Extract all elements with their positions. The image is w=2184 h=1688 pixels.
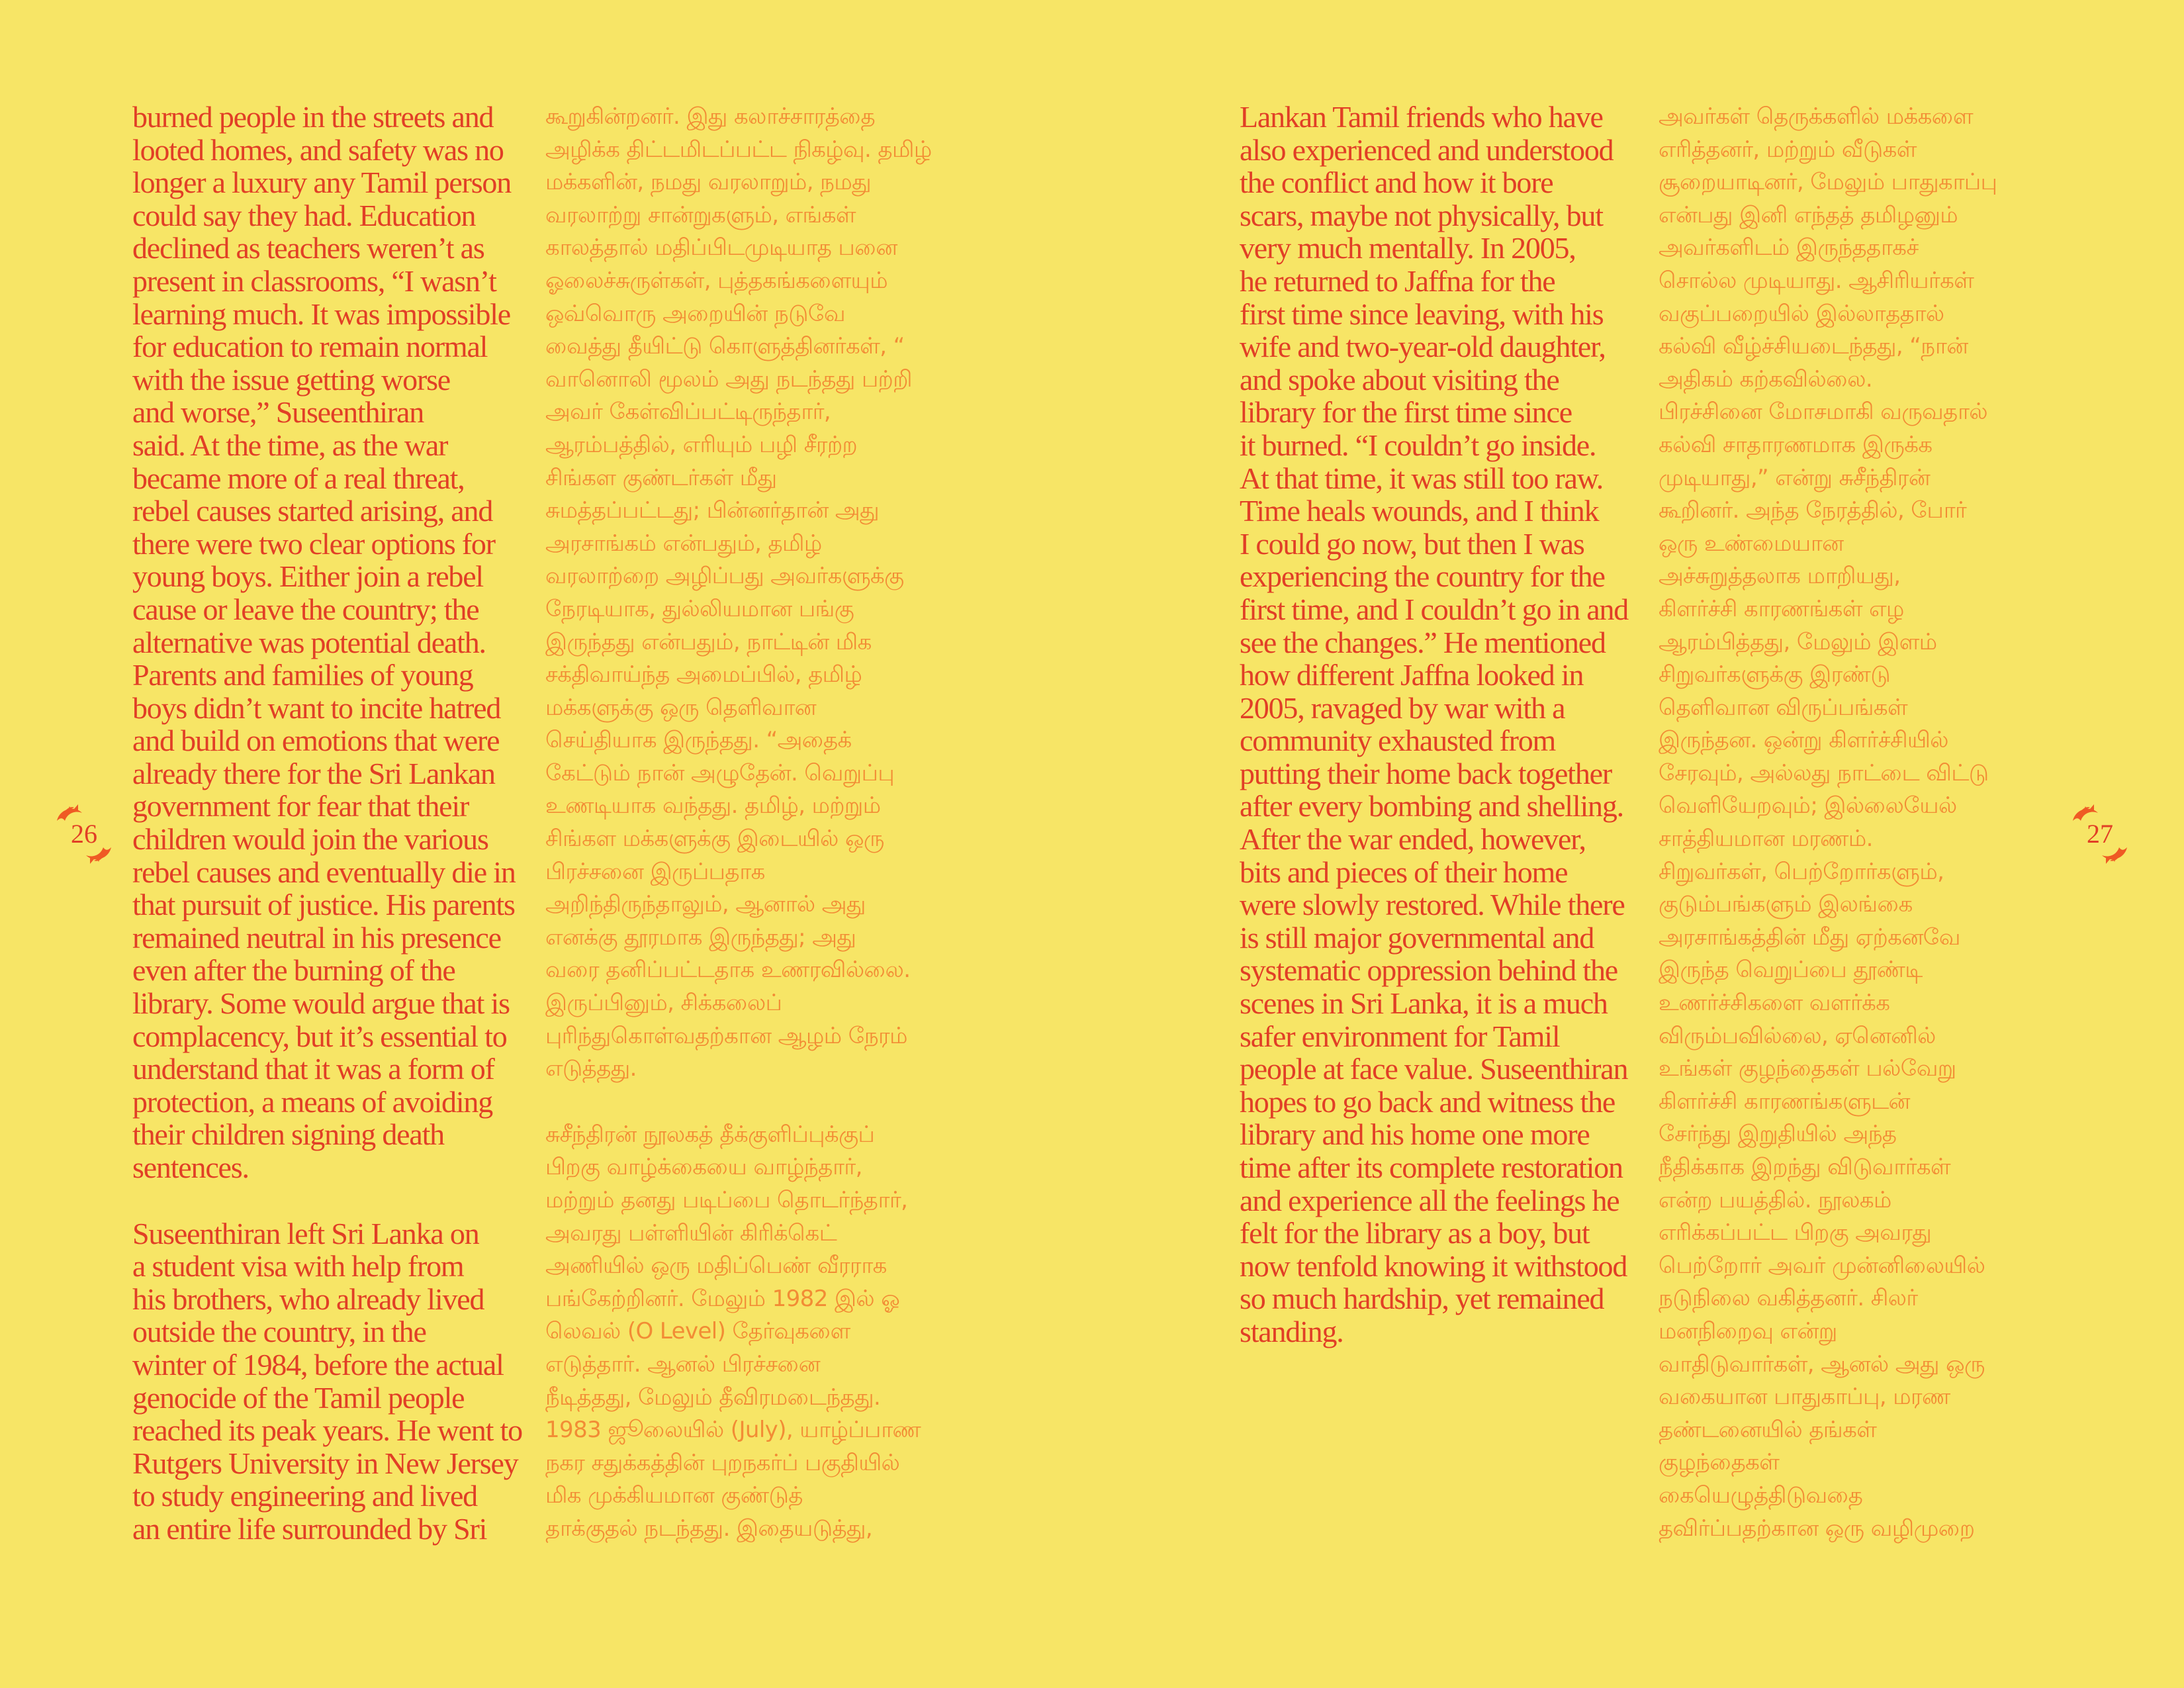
right-page-number (2064, 801, 2136, 867)
right-tamil-paragraph-1: அவர்கள் தெருக்களில் மக்களை எரித்தனர், மற்றும் வீடுகள் சூறையாடினர், மேலும் பாதுகாப்பு என்பது இனி எந்தத் தமிழனும் அவர்களிடம் இருந்ததாகச் சொல்ல முடியாது. ஆசிரியர்கள் வகுப்பறையில் இல்லாததால் கல்வி வீழ்ச்சியடைந்தது, “நான் அதிகம் கற்கவில்லை. பிரச்சினை மோசமாகி வருவதால் கல்வி சாதாரணமாக இருக்க முடியாது,” என்று சுசீந்திரன் கூறினர். அந்த நேரத்தில், போர் ஒரு உண்மையான அச்சுறுத்தலாக மாறியது, கிளர்ச்சி காரணங்கள் எழ ஆரம்பித்தது, மேலும் இளம் சிறுவர்களுக்கு இரண்டு தெளிவான விருப்பங்கள் இருந்தன. ஒன்று கிளர்ச்சியில் சேரவும், அல்லது நாட்டை விட்டு வெளியேறவும்; இல்லையேல் சாத்தியமான மரணம். சிறுவர்கள், பெற்றோர்களும், குடும்பங்களும் இலங்கை அரசாங்கத்தின் மீது ஏற்கனவே இருந்த வெறுப்பை தூண்டி உணர்ச்சிகளை வளர்க்க விரும்பவில்லை, ஏனெனில் உங்கள் குழந்தைகள் பல்வேறு கிளர்ச்சி காரணங்களுடன் சேர்ந்து இறுதியில் அந்த நீதிக்காக இறந்து விடுவார்கள் என்ற பயத்தில். நூலகம் எரிக்கப்பட்ட பிறகு அவரது பெற்றோர் அவர் முன்னிலையில் நடுநிலை வகித்தனர். சிலர் மனநிறைவு என்று வாதிடுவார்கள், ஆனல் அது ஒரு வகையான பாதுகாப்பு, மரண தண்டனையில் தங்கள் குழந்தைகள் கையெழுத்திடுவதை தவிர்ப்பதற்கான ஒரு வழிமுறை (1659, 103, 1997, 1542)
right-english-paragraph-1: Lankan Tamil friends who have also experienced and understood the conflict and how it bore scars, maybe not physically, but very much mentally. In 2005, he returned to Jaffna for the first time since leaving, with his wife and two-year-old daughter, and spoke about visiting the library for the first time since it burned. “I couldn’t go inside. At that time, it was still too raw. Time heals wounds, and I think I could go now, but then I was experiencing the country for the first time, and I couldn’t go in and see the changes.” He mentioned how different Jaffna looked in 2005, ravaged by war with a community exhausted from putting their home back together after every bombing and shelling. After the war ended, however, bits and pieces of their home were slowly restored. While there is still major governmental and systematic oppression behind the scenes in Sri Lanka, it is a much safer environment for Tamil people at face value. Suseenthiran hopes to go back and witness the library and his home one more time after its complete restoration and experience all the feelings he felt for the library as a boy, but now tenfold knowing it withstood so much hardship, yet remained standing. (1240, 100, 1629, 1348)
left-tamil-column (545, 101, 969, 1546)
paragraph-gap (132, 1184, 529, 1217)
left-tamil-paragraph-1: கூறுகின்றனர். இது கலாச்சாரத்தை அழிக்க திட்டமிடப்பட்ட நிகழ்வு. தமிழ் மக்களின், நமது வரலாறும், நமது வரலாற்று சான்றுகளும், எங்கள் காலத்தால் மதிப்பிடமுடியாத பனை ஓலைச்சுருள்கள், புத்தகங்களையும் ஒவ்வொரு அறையின் நடுவே வைத்து தீயிட்டு கொளுத்தினர்கள், “ வானொலி மூலம் அது நடந்தது பற்றி அவர் கேள்விப்பட்டிருந்தார், ஆரம்பத்தில், எரியும் பழி சீரற்ற சிங்கள குண்டர்கள் மீது சுமத்தப்பட்டது; பின்னர்தான் அது அரசாங்கம் என்பதும், தமிழ் வரலாற்றை அழிப்பது அவர்களுக்கு நேரடியாக, துல்லியமான பங்கு இருந்தது என்பதும், நாட்டின் மிக சக்திவாய்ந்த அமைப்பில், தமிழ் மக்களுக்கு ஒரு தெளிவான செய்தியாக இருந்தது. “அதைக் கேட்டும் நான் அழுதேன். வெறுப்பு உணடியாக வந்தது. தமிழ், மற்றும் சிங்கள மக்களுக்கு இடையில் ஒரு பிரச்சனை இருப்பதாக அறிந்திருந்தாலும், ஆனால் அது எனக்கு தூரமாக இருந்தது; அது வரை தனிப்பட்டதாக உணரவில்லை. இருப்பினும், சிக்கலைப் புரிந்துகொள்வதற்கான ஆழம் நேரம் எடுத்தது. (545, 103, 932, 1082)
left-english-paragraph-2: Suseenthiran left Sri Lanka on a student visa with help from his brothers, who already lived outside the country, in the winter of 1984, before the actual genocide of the Tamil people reached its peak years. He went to Rutgers University in New Jersey to study engineering and lived an entire life surrounded by Sri (132, 1216, 522, 1546)
page-number-text: 26 (71, 819, 97, 849)
right-tamil-column (1659, 101, 2082, 1545)
left-english-paragraph-1: burned people in the streets and looted homes, and safety was no longer a luxury any Tamil person could say they had. Education declined as teachers weren’t as present in classrooms, “I wasn’t learning much. It was impossible for education to remain normal with the issue getting worse and worse,” Suseenthiran said. At the time, as the war became more of a real threat, rebel causes started arising, and there were two clear options for young boys. Either join a rebel cause or leave the country; the alternative was potential death. Parents and families of young boys didn’t want to incite hatred and build on emotions that were already there for the Sri Lankan government for fear that their children would join the various rebel causes and eventually die in that pursuit of justice. His parents remained neutral in his presence even after the burning of the library. Some would argue that is complacency, but it’s essential to understand that it was a form of protection, a means of avoiding their children signing death sentences. (132, 100, 516, 1184)
left-tamil-paragraph-2: சுசீந்திரன் நூலகத் தீக்குளிப்புக்குப் பிறகு வாழ்க்கையை வாழ்ந்தார், மற்றும் தனது படிப்பை தொடர்ந்தார், அவரது பள்ளியின் கிரிக்கெட் அணியில் ஒரு மதிப்பெண் வீரராக பங்கேற்றினர். மேலும் 1982 இல் ஓ லெவல் (O Level) தேர்வுகளை எடுத்தார். ஆனல் பிரச்சனை நீடித்தது, மேலும் தீவிரமடைந்தது. 1983 ஜூலையில் (July), யாழ்ப்பாண நகர சதுக்கத்தின் புறநகர்ப் பகுதியில் மிக முக்கியமான குண்டுத் தாக்குதல் நடந்தது. இதையடுத்து, (545, 1121, 921, 1542)
left-page-number (48, 801, 120, 867)
left-english-column (132, 101, 529, 1546)
paragraph-gap (545, 1086, 969, 1119)
page-number-text: 27 (2087, 819, 2113, 849)
right-english-column (1240, 101, 1637, 1348)
